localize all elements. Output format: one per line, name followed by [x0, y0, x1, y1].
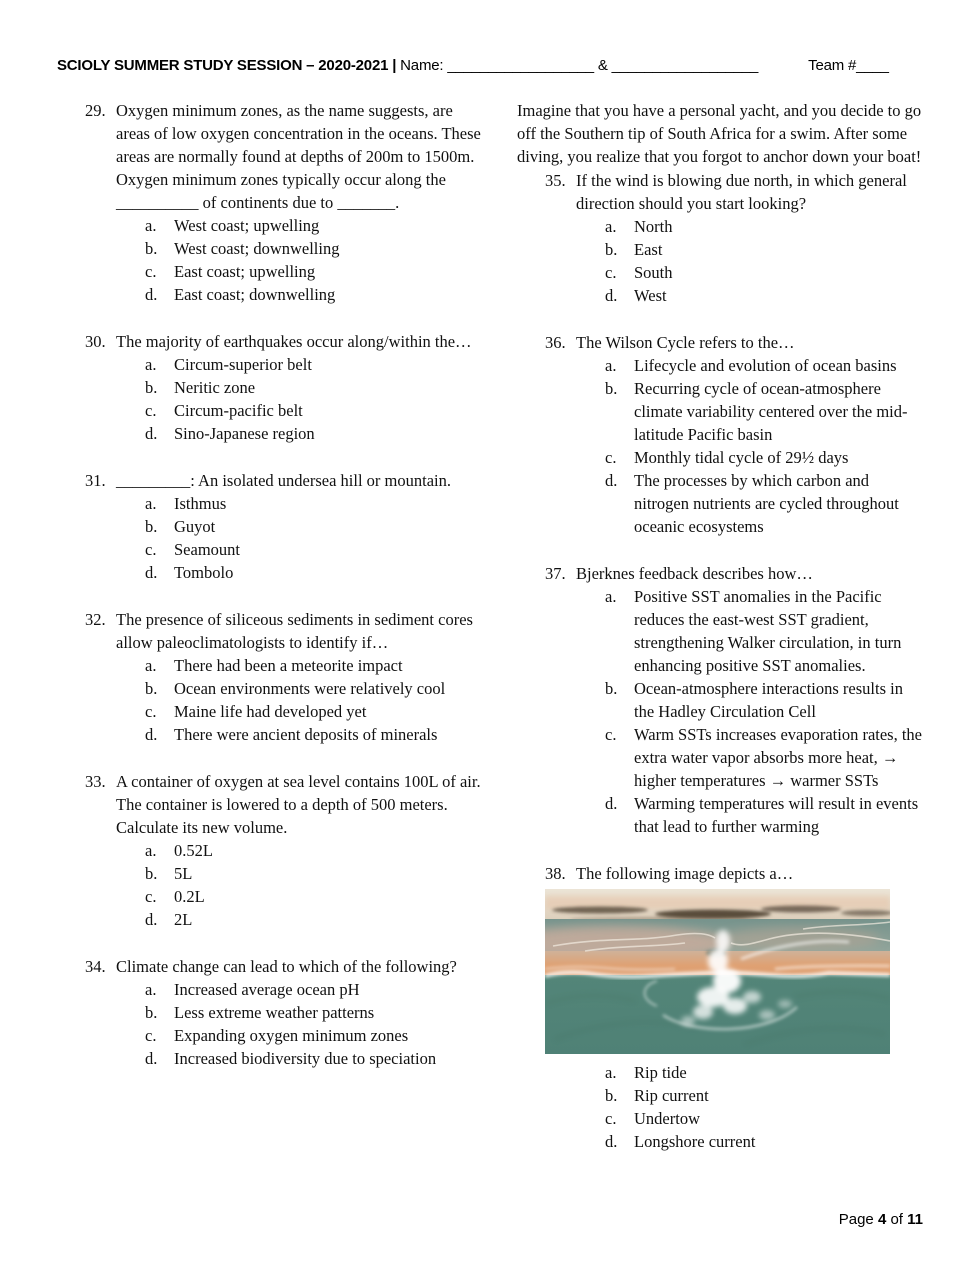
option-item — [57, 376, 490, 399]
option-text: Neritic zone — [174, 378, 256, 397]
option-text: East coast; upwelling — [174, 262, 316, 281]
option-text: The processes by which carbon and nitrogen nutrients are cycled throughout oceanic ecosystems — [634, 471, 899, 536]
option-text: South — [634, 263, 673, 282]
question-head — [517, 331, 927, 354]
question-text: If the wind is blowing due north, in which general direction should you start looking? — [576, 171, 907, 213]
option-letter: b. — [145, 378, 158, 397]
option-letter: a. — [605, 587, 617, 606]
question-number: 31. — [85, 471, 106, 490]
option-text: Lifecycle and evolution of ocean basins — [634, 356, 897, 375]
option-text: Circum-superior belt — [174, 355, 312, 374]
option-letter: a. — [145, 980, 157, 999]
option-item — [57, 908, 490, 931]
option-item — [57, 654, 490, 677]
option-text: Expanding oxygen minimum zones — [174, 1026, 409, 1045]
option-item — [57, 1001, 490, 1024]
question-head — [517, 862, 927, 885]
option-text: 0.52L — [174, 841, 213, 860]
option-item — [57, 978, 490, 1001]
option-text: Increased average ocean pH — [174, 980, 360, 999]
page-word: Page — [838, 1211, 874, 1228]
option-text: Seamount — [174, 540, 240, 559]
option-item — [517, 1130, 927, 1153]
option-text: Guyot — [174, 517, 216, 536]
option-letter: a. — [145, 656, 157, 675]
option-text: Maine life had developed yet — [174, 702, 367, 721]
option-letter: c. — [605, 725, 617, 744]
option-text: Rip tide — [634, 1063, 687, 1082]
option-text: 5L — [174, 864, 193, 883]
option-text: Ocean-atmosphere interactions results in the Hadley Circulation Cell — [634, 679, 903, 721]
option-letter: b. — [605, 1086, 618, 1105]
team-number-blank: ____ — [856, 57, 889, 74]
option-text: 2L — [174, 910, 193, 929]
option-letter: a. — [145, 841, 157, 860]
option-text: Warm SSTs increases evaporation rates, the extra water vapor absorbs more heat, → higher temperatures → warmer SSTs — [634, 725, 923, 790]
option-item — [517, 585, 927, 677]
option-letter: c. — [145, 401, 157, 420]
question-item — [517, 331, 927, 538]
option-item — [57, 283, 490, 306]
option-text: West — [634, 286, 667, 305]
option-text: Sino-Japanese region — [174, 424, 315, 443]
option-text: Isthmus — [174, 494, 227, 513]
question-text: _________: An isolated undersea hill or mountain. — [116, 471, 451, 490]
question-head — [57, 99, 490, 214]
option-text: East coast; downwelling — [174, 285, 336, 304]
question-item — [57, 99, 490, 306]
option-letter: a. — [145, 494, 157, 513]
option-letter: c. — [145, 262, 157, 281]
team-number-label: Team # — [808, 57, 857, 74]
option-letter: b. — [145, 1003, 158, 1022]
question-text: A container of oxygen at sea level contains 100L of air. The container is lowered to a depth of 500 meters. Calculate its new volume. — [116, 772, 481, 837]
option-item — [57, 353, 490, 376]
option-letter: d. — [605, 794, 618, 813]
option-item — [57, 422, 490, 445]
option-item — [517, 469, 927, 538]
option-item — [517, 723, 927, 792]
option-letter: c. — [605, 448, 617, 467]
option-item — [57, 237, 490, 260]
option-text: Increased biodiversity due to speciation — [174, 1049, 437, 1068]
question-head — [57, 955, 490, 978]
question-number: 36. — [545, 333, 566, 352]
question-item — [57, 469, 490, 584]
option-list — [517, 215, 927, 307]
option-item — [517, 1107, 927, 1130]
option-text: Ocean environments were relatively cool — [174, 679, 446, 698]
option-item — [517, 238, 927, 261]
option-letter: d. — [145, 1049, 158, 1068]
option-item — [517, 215, 927, 238]
option-text: Positive SST anomalies in the Pacific reduces the east-west SST gradient, strengthening Walker circulation, in turn enhancing positive SST anomalies. — [634, 587, 902, 675]
option-item — [517, 792, 927, 838]
scenario-intro-paragraph: Imagine that you have a personal yacht, and you decide to go off the Southern tip of South Africa for a swim. After some diving, you realize that you forgot to anchor down your boat! — [517, 101, 922, 166]
title-separator: | — [392, 57, 397, 74]
right-column — [517, 99, 927, 1177]
option-list — [517, 1061, 927, 1153]
of-word: of — [890, 1211, 903, 1228]
option-item — [57, 677, 490, 700]
option-list — [57, 353, 490, 445]
option-text: East — [634, 240, 663, 259]
option-text: Circum-pacific belt — [174, 401, 303, 420]
option-letter: c. — [145, 1026, 157, 1045]
option-letter: d. — [145, 910, 158, 929]
option-list — [57, 654, 490, 746]
option-text: West coast; upwelling — [174, 216, 320, 235]
option-item — [57, 561, 490, 584]
question-text: The Wilson Cycle refers to the… — [576, 333, 795, 352]
question-head — [57, 469, 490, 492]
question-head — [57, 330, 490, 353]
option-letter: d. — [145, 725, 158, 744]
option-text: Tombolo — [174, 563, 234, 582]
option-item — [517, 1061, 927, 1084]
right-question-list — [517, 169, 927, 1153]
option-letter: a. — [145, 355, 157, 374]
option-item — [517, 354, 927, 377]
question-head — [517, 562, 927, 585]
option-letter: b. — [145, 864, 158, 883]
question-item — [57, 955, 490, 1070]
option-letter: d. — [145, 285, 158, 304]
page-number: 4 — [877, 1211, 887, 1228]
left-question-list — [57, 99, 490, 1070]
option-text: West coast; downwelling — [174, 239, 340, 258]
option-item — [57, 1024, 490, 1047]
question-item — [517, 169, 927, 307]
option-letter: a. — [605, 217, 617, 236]
question-item — [57, 330, 490, 445]
option-item — [57, 723, 490, 746]
option-letter: d. — [145, 563, 158, 582]
option-letter: c. — [605, 1109, 617, 1128]
question-text: The following image depicts a… — [576, 864, 794, 883]
question-item — [57, 608, 490, 746]
option-list — [517, 354, 927, 538]
question-number: 38. — [545, 864, 566, 883]
option-item — [517, 261, 927, 284]
question-head — [517, 169, 927, 215]
option-item — [517, 1084, 927, 1107]
question-item — [517, 562, 927, 838]
option-text: Less extreme weather patterns — [174, 1003, 375, 1022]
option-text: 0.2L — [174, 887, 205, 906]
option-item — [57, 260, 490, 283]
question-number: 32. — [85, 610, 106, 629]
name-blank-2: __________________ — [611, 57, 759, 74]
option-list — [517, 585, 927, 838]
left-column — [57, 99, 490, 1094]
question-head — [57, 770, 490, 839]
option-list — [57, 492, 490, 584]
question-number: 35. — [545, 171, 566, 190]
option-list — [57, 978, 490, 1070]
option-letter: d. — [605, 286, 618, 305]
page-header — [57, 57, 923, 74]
option-letter: a. — [605, 1063, 617, 1082]
option-item — [57, 399, 490, 422]
rip-current-photo — [545, 889, 890, 1054]
option-text: Rip current — [634, 1086, 709, 1105]
option-item — [517, 377, 927, 446]
question-text: Climate change can lead to which of the following? — [116, 957, 457, 976]
question-item — [517, 862, 927, 1153]
option-letter: d. — [145, 424, 158, 443]
option-text: Recurring cycle of ocean-atmosphere climate variability centered over the mid-latitude Pacific basin — [634, 379, 908, 444]
option-letter: d. — [605, 471, 618, 490]
option-letter: b. — [145, 239, 158, 258]
option-list — [57, 839, 490, 931]
option-text: There had been a meteorite impact — [174, 656, 403, 675]
option-text: Monthly tidal cycle of 29½ days — [634, 448, 849, 467]
option-text: Warming temperatures will result in events that lead to further warming — [634, 794, 919, 836]
option-letter: c. — [145, 887, 157, 906]
question-text: Oxygen minimum zones, as the name suggests, are areas of low oxygen concentration in the oceans. These areas are normally found at depths of 200m to 1500m. Oxygen minimum zones typically occur along the __________ of continents due to _______. — [116, 101, 481, 212]
question-number: 37. — [545, 564, 566, 583]
name-label: Name: — [400, 57, 444, 74]
question-text: The presence of siliceous sediments in sediment cores allow paleoclimatologists to identify if… — [116, 610, 473, 652]
option-item — [57, 862, 490, 885]
option-item — [57, 885, 490, 908]
option-item — [57, 839, 490, 862]
option-item — [517, 677, 927, 723]
option-letter: c. — [145, 540, 157, 559]
question-item — [57, 770, 490, 931]
option-item — [57, 538, 490, 561]
option-text: There were ancient deposits of minerals — [174, 725, 438, 744]
option-letter: b. — [605, 240, 618, 259]
option-letter: b. — [605, 679, 618, 698]
question-head — [57, 608, 490, 654]
question-text: Bjerknes feedback describes how… — [576, 564, 813, 583]
option-letter: b. — [145, 517, 158, 536]
page-footer — [57, 1211, 923, 1228]
option-letter: a. — [145, 216, 157, 235]
name-blank-1: __________________ — [447, 57, 594, 74]
question-number: 33. — [85, 772, 106, 791]
document-title: SCIOLY SUMMER STUDY SESSION – 2020-2021 — [57, 57, 389, 74]
option-list — [57, 214, 490, 306]
question-number: 30. — [85, 332, 106, 351]
option-letter: c. — [145, 702, 157, 721]
option-text: Undertow — [634, 1109, 700, 1128]
question-number: 34. — [85, 957, 106, 976]
option-letter: b. — [145, 679, 158, 698]
option-item — [57, 700, 490, 723]
option-letter: b. — [605, 379, 618, 398]
option-letter: d. — [605, 1132, 618, 1151]
option-item — [57, 1047, 490, 1070]
option-item — [517, 284, 927, 307]
option-text: North — [634, 217, 673, 236]
option-letter: c. — [605, 263, 617, 282]
option-item — [57, 214, 490, 237]
question-text: The majority of earthquakes occur along/within the… — [116, 332, 472, 351]
ampersand: & — [597, 57, 608, 74]
option-letter: a. — [605, 356, 617, 375]
option-item — [517, 446, 927, 469]
question-figure — [545, 889, 890, 1054]
option-item — [57, 515, 490, 538]
page-total: 11 — [907, 1211, 923, 1228]
option-text: Longshore current — [634, 1132, 756, 1151]
question-number: 29. — [85, 101, 106, 120]
option-item — [57, 492, 490, 515]
